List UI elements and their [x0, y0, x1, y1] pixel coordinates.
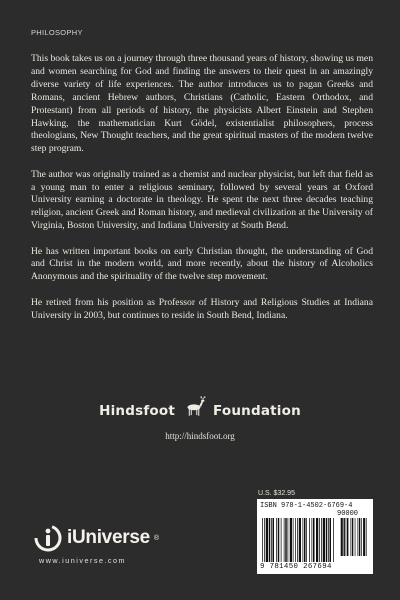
- barcode-bar: [278, 518, 280, 562]
- publisher-name-right: Foundation: [213, 403, 301, 419]
- barcode-bar: [281, 518, 282, 562]
- barcode-bar: [321, 518, 322, 562]
- barcode-addon-bar: [361, 518, 362, 556]
- publisher-name-left: Hindsfoot: [99, 403, 175, 419]
- barcode-bar: [276, 518, 277, 562]
- iuniverse-swirl-icon: [33, 523, 63, 553]
- barcode-bar: [316, 518, 318, 562]
- barcode-bar: [264, 518, 265, 562]
- barcode-bar: [326, 518, 328, 562]
- barcode-bar: [333, 518, 334, 562]
- barcode-bar: [273, 518, 275, 562]
- price-label: U.S. $32.95: [258, 490, 295, 497]
- barcode-bar: [330, 518, 332, 562]
- barcode-addon-bar: [351, 518, 352, 556]
- barcode-bar: [293, 518, 294, 562]
- barcode: [257, 499, 373, 574]
- barcode-addon-bar: [363, 518, 365, 556]
- blurb-paragraph: The author was originally trained as a chemist and nuclear physicist, but left that field as a young man to enter a religious seminary, followed by several years at Oxford University earning a doctorate in theology. He spent the next three decades teaching religion, ancient Greek and Roman history, and medieval civilization at the University of Virginia, Boston University, and Indiana University at South Bend.: [31, 168, 373, 232]
- barcode-bar: [288, 518, 289, 562]
- barcode-addon-bar: [359, 518, 360, 556]
- barcode-bar: [266, 518, 268, 562]
- isbn-label: ISBN 978-1-4502-6769-4: [260, 502, 353, 510]
- barcode-bars: [260, 518, 370, 562]
- deer-icon: [181, 393, 207, 419]
- barcode-bar: [271, 518, 272, 562]
- registered-mark: ®: [153, 534, 160, 542]
- barcode-bar: [319, 518, 320, 562]
- publisher-url: http://hindsfoot.org: [165, 431, 235, 441]
- blurb-paragraph: He retired from his position as Professor of History and Religious Studies at Indiana University in 2003, but continues to reside in South Bend, Indiana.: [31, 296, 373, 321]
- imprint-url: www.iuniverse.com: [39, 556, 127, 565]
- barcode-addon-bar: [341, 518, 343, 556]
- barcode-bar: [303, 518, 304, 562]
- barcode-bar: [299, 518, 301, 562]
- blurb-paragraph: He has written important books on early Christian thought, the understanding of God and Christ in the modern world, and more recently, about the history of Alcoholics Anonymous and the spirituality of the twelve step movement.: [31, 245, 373, 283]
- barcode-addon-number: 90000: [337, 510, 359, 518]
- barcode-addon-bar: [347, 518, 348, 556]
- publisher-logo: [0, 393, 400, 419]
- barcode-bar: [312, 518, 313, 562]
- barcode-bar: [284, 518, 285, 562]
- barcode-bar: [285, 518, 287, 562]
- imprint-logo: [33, 523, 159, 553]
- barcode-addon-bar: [352, 518, 353, 556]
- barcode-addon-bar: [355, 518, 356, 556]
- blurb-paragraph: This book takes us on a journey through three thousand years of history, showing us men and women searching for God and finding the answers to their quest in an amazingly diverse variety of life experiences. The author introduces us to pagan Greeks and Romans, ancient Hebrew authors, Christians (Catholic, Eastern Orthodox, and Protestant) from all periods of history, the physicists Albert Einstein and Stephen Hawking, the mathematician Kurt Gödel, existentialist philosophers, process theologians, New Thought teachers, and the great spiritual masters of the modern twelve step program.: [31, 53, 373, 155]
- barcode-bar: [309, 518, 310, 562]
- barcode-bar: [313, 518, 315, 562]
- category-label: PHILOSOPHY: [31, 28, 83, 37]
- barcode-bar: [304, 518, 306, 562]
- barcode-bar: [297, 518, 298, 562]
- barcode-addon-bar: [366, 518, 367, 556]
- barcode-bar: [323, 518, 325, 562]
- blurb-text: [31, 53, 373, 335]
- barcode-addon-bar: [344, 518, 345, 556]
- barcode-addon-bar: [346, 518, 347, 556]
- barcode-bar: [262, 518, 263, 562]
- barcode-bar: [290, 518, 292, 562]
- barcode-addon-bar: [358, 518, 359, 556]
- barcode-bar: [328, 518, 329, 562]
- barcode-bar: [295, 518, 296, 562]
- barcode-bar: [306, 518, 307, 562]
- barcode-digits: 9 781450 267694: [260, 563, 332, 571]
- barcode-bar: [269, 518, 271, 562]
- imprint-name: iUniverse: [67, 527, 150, 548]
